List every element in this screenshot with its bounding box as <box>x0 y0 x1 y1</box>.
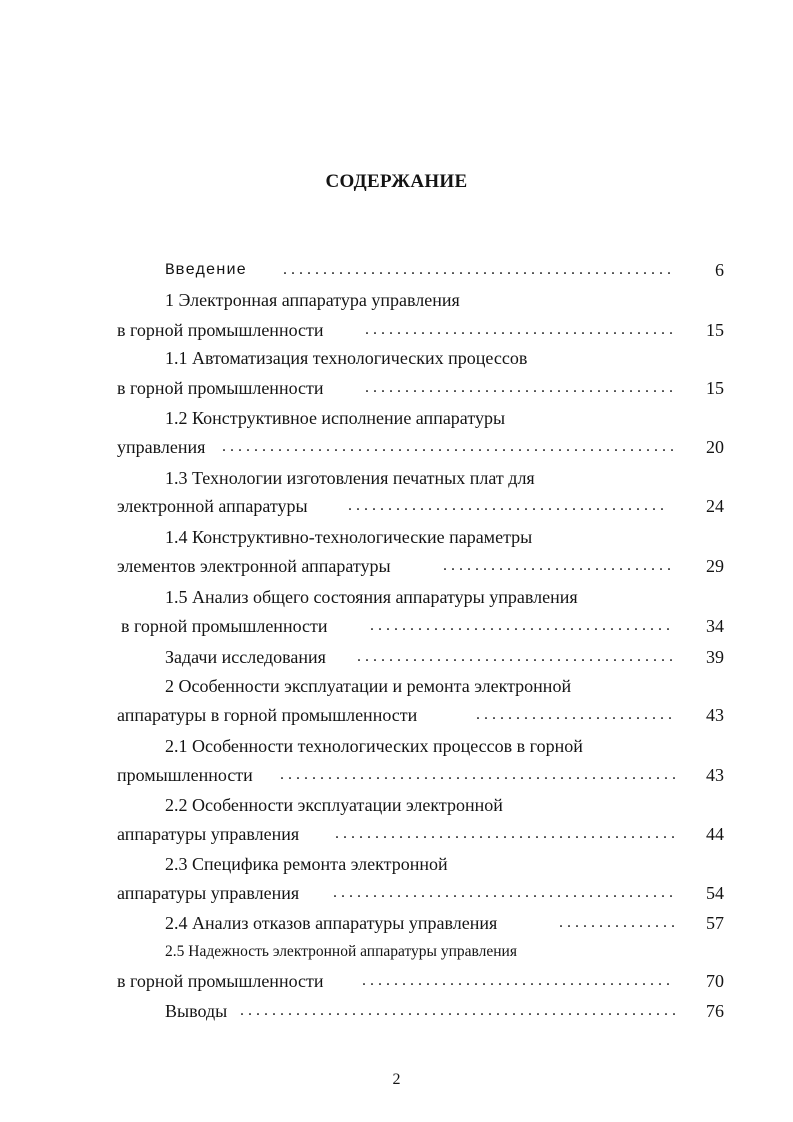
toc-page-number: 39 <box>706 647 724 667</box>
toc-entry-2-2-line1: 2.2 Особенности эксплуатации электронной <box>165 795 503 815</box>
toc-leader <box>240 999 675 1023</box>
toc-entry-2-3-line1: 2.3 Специфика ремонта электронной <box>165 854 448 874</box>
toc-page-number: 43 <box>706 705 724 725</box>
toc-page-number: 70 <box>706 971 724 991</box>
toc-leader <box>476 703 675 727</box>
toc-leader <box>443 554 676 578</box>
toc-leader <box>370 614 675 638</box>
page-number: 2 <box>392 1071 401 1088</box>
toc-page-number: 6 <box>715 260 724 280</box>
toc-leader <box>283 258 673 282</box>
toc-entry-2-line2: аппаратуры в горной промышленности <box>117 705 418 725</box>
toc-entry-1-4-line1: 1.4 Конструктивно-технологические параметры <box>165 527 533 547</box>
toc-entry-2-5-line2: в горной промышленности <box>117 971 324 991</box>
toc-entry-2-5-line1: 2.5 Надежность электронной аппаратуры управления <box>165 943 517 960</box>
toc-entry-2-1-line1: 2.1 Особенности технологических процессов в горной <box>165 736 583 756</box>
toc-leader <box>348 494 668 518</box>
toc-leader <box>222 435 673 459</box>
toc-page-number: 29 <box>706 556 724 576</box>
toc-leader <box>335 822 675 846</box>
page-title: СОДЕРЖАНИЕ <box>325 171 468 192</box>
toc-page-number: 43 <box>706 765 724 785</box>
toc-entry-intro-label: Введение <box>165 261 247 279</box>
toc-entry-1-5-line2: в горной промышленности <box>121 616 328 636</box>
toc-entry-1-4-line2: элементов электронной аппаратуры <box>117 556 391 576</box>
toc-leader <box>365 318 673 342</box>
toc-leader <box>357 645 673 669</box>
toc-entry-1-5-line1: 1.5 Анализ общего состояния аппаратуры управления <box>165 587 578 607</box>
toc-entry-1-1-line2: в горной промышленности <box>117 378 324 398</box>
toc-entry-2-3-line2: аппаратуры управления <box>117 883 300 903</box>
toc-page-number: 54 <box>706 883 724 903</box>
toc-entry-conclusions-label: Выводы <box>165 1001 228 1021</box>
toc-entry-2-line1: 2 Особенности эксплуатации и ремонта электронной <box>165 676 572 696</box>
toc-page-number: 15 <box>706 378 724 398</box>
toc-leader <box>365 376 675 400</box>
toc-leader <box>559 911 675 935</box>
toc-entry-1-2-line2: управления <box>117 437 206 457</box>
toc-page-number: 24 <box>706 496 724 516</box>
toc-entry-1-line1: 1 Электронная аппаратура управления <box>165 290 460 310</box>
toc-entry-1-3-line1: 1.3 Технологии изготовления печатных плат для <box>165 468 535 488</box>
toc-page-number: 20 <box>706 437 724 457</box>
toc-entry-1-1-line1: 1.1 Автоматизация технологических процессов <box>165 348 528 368</box>
toc-page-number: 34 <box>706 616 724 636</box>
toc-entry-2-2-line2: аппаратуры управления <box>117 824 300 844</box>
toc-leader <box>333 881 675 905</box>
toc-entry-1-3-line2: электронной аппаратуры <box>117 496 308 516</box>
toc-leader <box>362 969 675 993</box>
toc-entry-1-line2: в горной промышленности <box>117 320 324 340</box>
toc-page-number: 15 <box>706 320 724 340</box>
toc-page-number: 76 <box>706 1001 724 1021</box>
toc-page-number: 44 <box>706 824 724 844</box>
toc-entry-tasks-label: Задачи исследования <box>165 647 326 667</box>
toc-page-number: 57 <box>706 913 724 933</box>
toc-entry-2-1-line2: промышленности <box>117 765 253 785</box>
toc-entry-2-4-label: 2.4 Анализ отказов аппаратуры управления <box>165 913 498 933</box>
toc-leader <box>280 763 675 787</box>
toc-entry-1-2-line1: 1.2 Конструктивное исполнение аппаратуры <box>165 408 506 428</box>
